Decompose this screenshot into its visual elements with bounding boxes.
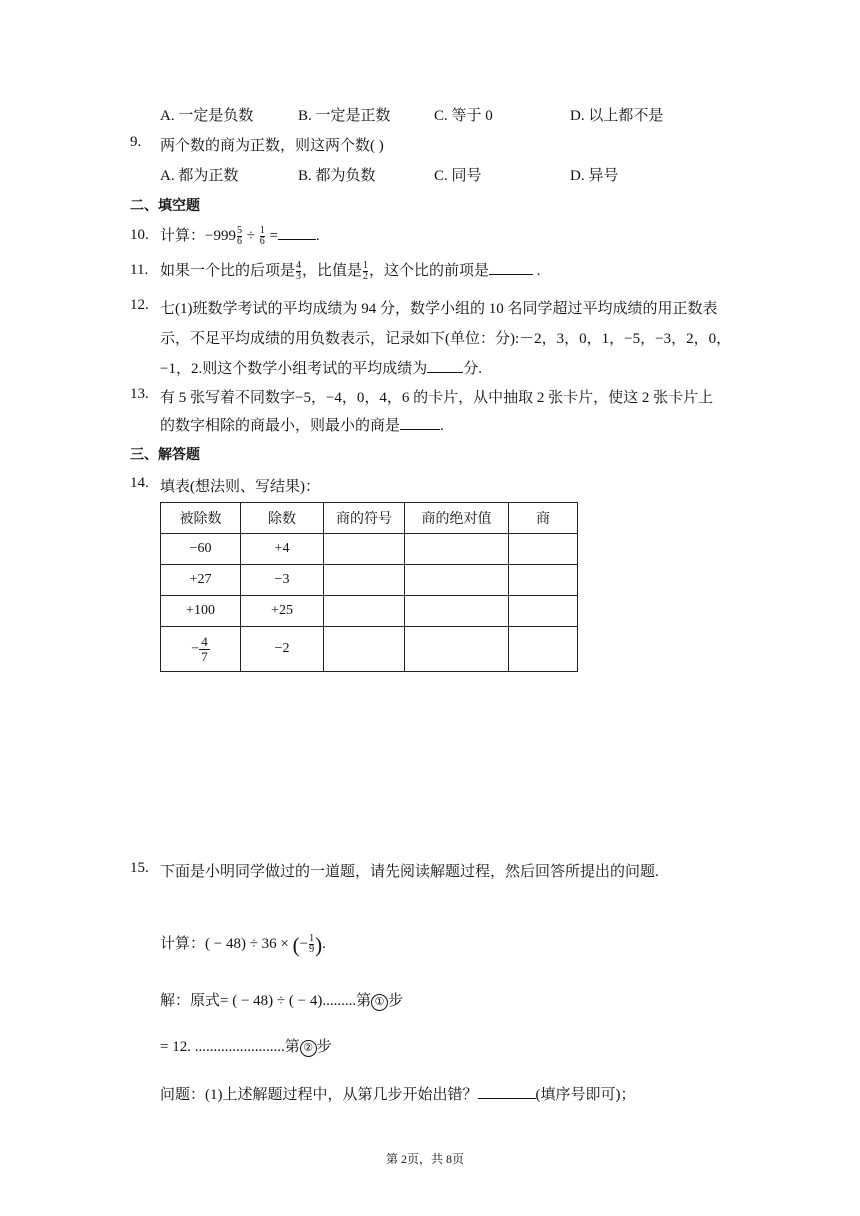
table-cell-divisor: +4 [241,534,324,565]
table-cell-divisor: −2 [241,627,324,672]
q12-answer-blank[interactable] [427,358,463,373]
q15-solution-step-2 [160,1035,332,1057]
table-cell-divisor: −3 [241,565,324,596]
q9-number: 9. [130,134,142,150]
section-answer-heading: 三、解答题 [130,446,200,462]
q10-f1-num: 5 [236,225,242,237]
table-cell-abs[interactable] [405,596,509,627]
left-paren: ( [292,932,300,957]
table-cell-sign[interactable] [324,565,405,596]
table-row [161,596,578,627]
right-paren: ) [315,932,323,957]
q13-answer-blank[interactable] [400,415,440,430]
fraction-numerator: 4 [201,633,208,649]
q13-line-2-text: 的数字相除的商最小，则最小的商是 [160,418,401,434]
table-header-abs: 商的绝对值 [405,503,509,534]
table-cell-abs[interactable] [405,565,509,596]
q10-fraction-2 [260,226,265,247]
table-cell-sign[interactable] [324,596,405,627]
q13-number: 13. [130,386,149,402]
q13-line-2 [160,414,444,435]
table-cell-dividend: +27 [161,565,241,596]
q9-option-c: C. 同号 [434,168,482,184]
q11-part2: ，比值是 [302,263,363,279]
q12-line-3 [160,357,482,378]
q15-question-end: (填序号即可)； [535,1087,636,1103]
q8-option-c: C. 等于 0 [434,108,493,124]
q10-number: 10. [130,227,149,243]
q12-line-3-end: 分. [463,361,482,377]
q15-sol1-end: 步 [388,993,404,1009]
q15-solution-step-1 [160,989,403,1011]
q15-sol1-text: 解：原式= ( − 48) ÷ ( − 4).........第 [160,993,372,1009]
q11-f1-den: 3 [296,271,302,283]
q12-line-3-text: −1，2.则这个数学小组考试的平均成绩为 [160,361,428,377]
table-cell-quotient[interactable] [509,565,578,596]
q10-fraction-1 [237,226,242,247]
table-row [161,627,578,672]
table-cell-abs[interactable] [405,534,509,565]
table-header-quotient: 商 [509,503,578,534]
q9-option-a: A. 都为正数 [160,168,239,184]
q15-calc-prefix: 计算：( − 48) ÷ 36 × [160,936,293,952]
table-cell-divisor: +25 [241,596,324,627]
q15-calc [160,932,326,957]
q10-f1-den: 6 [236,236,242,248]
q8-option-a: A. 一定是负数 [160,108,254,124]
q11-f2-num: 1 [363,260,369,272]
q15-calc-sign: − [299,936,309,952]
q11-part3: ，这个比的前项是 [369,263,490,279]
q10-equals: = [265,228,278,244]
table-cell-dividend: −60 [161,534,241,565]
table-header-sign: 商的符号 [324,503,405,534]
step-1-marker: ① [371,994,388,1011]
table-cell-sign[interactable] [324,627,405,672]
q10-divide: ÷ [242,228,259,244]
q11-answer-blank[interactable] [489,260,533,275]
q9-option-b: B. 都为负数 [298,168,376,184]
q10-end: . [315,228,320,244]
q13-line-2-end: . [440,418,444,434]
step-2-marker: ② [300,1040,317,1057]
q10-f2-den: 6 [259,236,265,248]
q15-sol2-text: = 12. ........................第 [160,1039,300,1055]
q12-number: 12. [130,297,149,313]
q15-calc-end: . [322,936,326,952]
q14-stem: 填表(想法则、写结果)： [160,479,320,495]
q15-calc-frac-den: 9 [309,944,315,956]
fraction-sign: − [191,641,200,657]
q14-number: 14. [130,475,149,491]
table-cell-dividend [161,627,241,672]
table-row [161,534,578,565]
page-footer: 第 2页，共 8页 [386,1152,465,1166]
table-cell-quotient[interactable] [509,596,578,627]
q15-question-text: 问题：(1)上述解题过程中，从第几步开始出错？ [160,1087,478,1103]
q11-text [160,259,541,282]
q9-option-d: D. 异号 [570,168,619,184]
q15-stem: 下面是小明同学做过的一道题，请先阅读解题过程，然后回答所提出的问题. [160,864,659,880]
q11-f2-den: 2 [363,271,369,283]
fraction-denominator: 7 [201,648,208,664]
table-header-row [161,503,578,534]
q8-option-b: B. 一定是正数 [298,108,391,124]
q15-answer-blank[interactable] [478,1084,536,1099]
q15-number: 15. [130,860,149,876]
q11-fraction-2 [363,261,368,282]
table-row [161,565,578,596]
table-cell-quotient[interactable] [509,534,578,565]
q15-question-1 [160,1083,636,1104]
table-cell-quotient[interactable] [509,627,578,672]
q9-stem: 两个数的商为正数，则这两个数( ) [160,138,384,154]
q13-line-1: 有 5 张写着不同数字−5，−4，0，4，6 的卡片，从中抽取 2 张卡片，使这 2 张卡片上 [160,390,714,406]
q12-line-1: 七(1)班数学考试的平均成绩为 94 分，数学小组的 10 名同学超过平均成绩的用正数表 [160,301,718,317]
q10-prefix: 计算：−999 [160,228,236,244]
q11-fraction-1 [296,261,301,282]
q12-line-2: 示，不足平均成绩的用负数表示，记录如下(单位：分):－2，3，0，1，−5，−3，2，0， [160,331,732,347]
q15-calc-frac-num: 1 [309,933,315,945]
q15-calc-fraction [309,934,314,955]
q10-expression [160,224,320,247]
table-cell-abs[interactable] [405,627,509,672]
section-fill-in-heading: 二、填空题 [130,197,200,213]
q10-answer-blank[interactable] [278,225,316,240]
q11-end: . [533,263,541,279]
q15-sol2-end: 步 [316,1039,332,1055]
q11-part1: 如果一个比的后项是 [160,263,296,279]
table-header-divisor: 除数 [241,503,324,534]
table-cell-dividend: +100 [161,596,241,627]
q10-f2-num: 1 [259,225,265,237]
division-table [160,502,578,672]
q8-option-d: D. 以上都不是 [570,108,664,124]
fraction-four-sevenths [199,635,210,664]
table-header-dividend: 被除数 [161,503,241,534]
q11-f1-num: 4 [296,260,302,272]
table-cell-sign[interactable] [324,534,405,565]
q11-number: 11. [130,262,149,278]
